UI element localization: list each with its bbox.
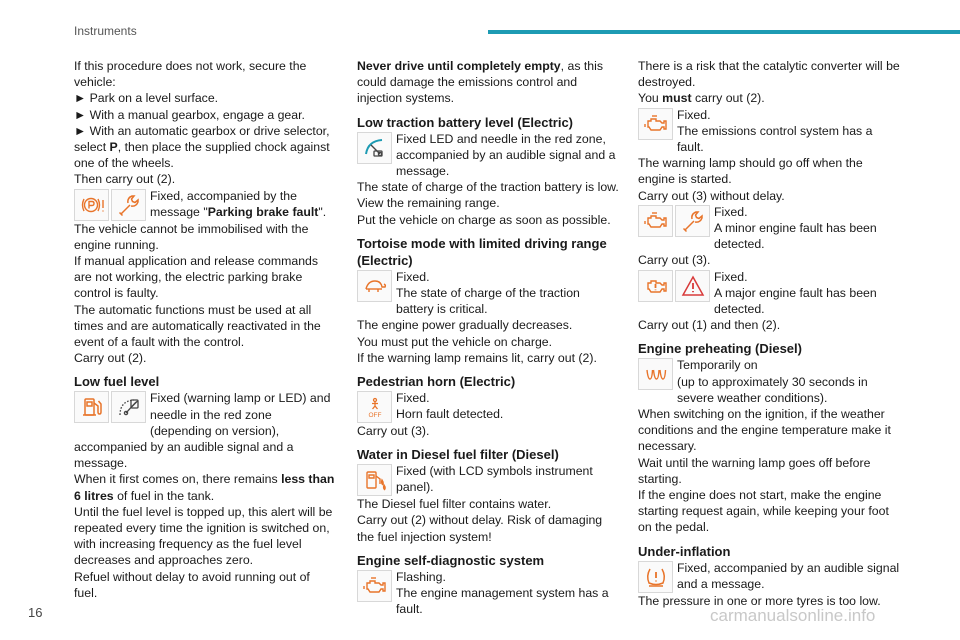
watermark: carmanualsonline.info [710, 606, 876, 625]
section-heading: Water in Diesel fuel filter (Diesel) [357, 447, 559, 463]
section-heading: Engine self-diagnostic system [357, 552, 545, 568]
paragraph: Fixed LED and needle in the red zone, accompanied by an audible signal and a message. [396, 131, 616, 179]
paragraph: The vehicle cannot be immobilised with the engine running. [74, 221, 309, 252]
paragraph: If manual application and release commands are not working, the electric parking brake control is faulty. [74, 254, 319, 301]
icon-group [638, 270, 710, 302]
major-engine-fault-block [638, 269, 900, 318]
paragraph: Until the fuel level is topped up, this alert will be repeated every time the ignition is switched on, with increasing frequency as the fuel level decreases and approaches zero. [74, 504, 333, 568]
bold-text: Never drive until completely empty [357, 59, 561, 73]
paragraph: Carry out (1) and then (2). [638, 318, 781, 333]
page-number: 16 [28, 605, 43, 620]
under-inflation-block [638, 560, 900, 593]
icon-group [357, 464, 392, 496]
text: carry out (2). [691, 91, 765, 106]
step-item: ► With a manual gearbox, engage a gear. [74, 107, 305, 122]
water-in-fuel-icon [357, 464, 392, 496]
icon-group [638, 108, 673, 140]
paragraph: Fixed. [714, 269, 748, 284]
paragraph: If the engine does not start, make the engine starting request again, while keeping your foot on the pedal. [638, 488, 889, 535]
icon-group [357, 570, 392, 602]
paragraph: Temporarily on [677, 358, 758, 373]
column-3 [638, 58, 900, 609]
section-heading: Pedestrian horn (Electric) [357, 374, 516, 390]
pedestrian-horn-block [357, 390, 619, 423]
paragraph: Fixed (with LCD symbols instrument panel). [396, 464, 593, 495]
tortoise-icon [357, 270, 392, 302]
icon-group [357, 270, 392, 302]
paragraph [357, 58, 619, 107]
engine-preheating-block [638, 357, 900, 406]
icon-group [74, 189, 146, 221]
section-heading: Low fuel level [74, 374, 160, 390]
paragraph: A minor engine fault has been detected. [714, 221, 877, 252]
battery-gauge-icon [357, 132, 392, 164]
text: Fixed, accompanied by the message " [150, 188, 297, 219]
header-accent-bar [488, 30, 960, 34]
low-fuel-block [74, 390, 336, 471]
bold-text: P [109, 140, 118, 155]
step-text: ► With an automatic gearbox or drive selector, select [74, 123, 330, 155]
paragraph: (up to approximately 30 seconds in severe weather conditions). [677, 374, 868, 405]
paragraph [74, 471, 336, 503]
paragraph: Refuel without delay to avoid running out of fuel. [74, 569, 310, 600]
section-heading: Tortoise mode with limited driving range (Electric) [357, 235, 607, 268]
icon-group [357, 132, 392, 164]
paragraph: Carry out (3) without delay. [638, 188, 785, 203]
service-wrench-icon [675, 205, 710, 237]
paragraph: Fixed, accompanied by an audible signal and a message. [677, 560, 900, 591]
paragraph: The Diesel fuel filter contains water. [357, 497, 552, 512]
paragraph: A major engine fault has been detected. [714, 285, 877, 317]
paragraph: Carry out (2). [74, 351, 147, 366]
bold-text: less than 6 litres [74, 472, 335, 503]
horn-off-icon [357, 391, 392, 423]
paragraph: The pressure in one or more tyres is too low. [638, 593, 881, 608]
text: , as this could damage the emissions control and injection systems. [357, 59, 604, 106]
paragraph: Put the vehicle on charge as soon as possible. [357, 212, 611, 227]
paragraph: The engine power gradually decreases. [357, 318, 573, 333]
water-in-fuel-block [357, 463, 619, 496]
paragraph: Then carry out (2). [74, 172, 176, 187]
step-text: , then place the supplied chock against one of the wheels. [74, 140, 330, 171]
paragraph: When switching on the ignition, if the weather conditions and the engine temperature make it necessary. [638, 407, 891, 454]
paragraph: Wait until the warning lamp goes off before starting. [638, 455, 871, 486]
paragraph: Fixed. [714, 204, 748, 219]
text: You [638, 91, 663, 106]
paragraph: Carry out (3). [638, 253, 711, 268]
parking-brake-warning-icon [74, 189, 109, 221]
column-1 [74, 58, 336, 601]
paragraph: Fixed. [396, 391, 430, 406]
icon-group [638, 205, 710, 237]
paragraph: Carry out (3). [357, 424, 430, 439]
section-heading: Low traction battery level (Electric) [357, 114, 574, 130]
tortoise-mode-block [357, 269, 619, 318]
paragraph: The warning lamp should go off when the engine is started. [638, 156, 863, 187]
horn-off-label: OFF [368, 412, 381, 420]
fuel-pump-icon [74, 391, 109, 423]
icon-group [357, 391, 392, 423]
text: ". [318, 204, 327, 219]
engine-warning-icon [638, 108, 673, 140]
paragraph: The state of charge of the traction battery is low. [357, 180, 619, 195]
traction-battery-block [357, 131, 619, 180]
paragraph: The engine management system has a fault. [396, 586, 609, 617]
fuel-gauge-needle-icon [111, 391, 146, 423]
engine-warning-icon [357, 570, 392, 602]
emissions-control-block [638, 107, 900, 156]
bold-text: must [662, 91, 692, 106]
paragraph: Fixed. [396, 269, 430, 284]
paragraph: Horn fault detected. [396, 407, 504, 422]
icon-group [74, 391, 146, 423]
paragraph: If the warning lamp remains lit, carry out (2). [357, 350, 597, 365]
glow-plug-icon [638, 358, 673, 390]
paragraph [638, 90, 900, 106]
paragraph: Flashing. [396, 569, 446, 584]
paragraph: Carry out (2) without delay. Risk of damaging the fuel injection system! [357, 513, 603, 544]
paragraph: If this procedure does not work, secure the vehicle: [74, 59, 307, 90]
text: of fuel in the tank. [113, 488, 215, 503]
paragraph: View the remaining range. [357, 196, 500, 211]
paragraph: The automatic functions must be used at all times and are automatically reactivated in the event of a fault with the control. [74, 302, 321, 350]
minor-engine-fault-block [638, 204, 900, 253]
paragraph: Fixed (warning lamp or LED) and needle in the red zone (depending on version), accompanied by an audible signal and a message. [74, 391, 331, 471]
step-item [74, 123, 336, 172]
tyre-pressure-icon [638, 561, 673, 593]
paragraph: The emissions control system has a fault. [677, 123, 873, 155]
section-heading: Under-inflation [638, 543, 731, 559]
column-2 [357, 58, 619, 617]
section-heading: Engine preheating (Diesel) [638, 341, 802, 357]
service-wrench-icon [111, 189, 146, 221]
paragraph: You must put the vehicle on charge. [357, 334, 553, 349]
icon-group [638, 358, 673, 390]
engine-warning-icon [638, 205, 673, 237]
step-item: ► Park on a level surface. [74, 91, 219, 106]
header-section-title: Instruments [74, 24, 137, 38]
text: When it first comes on, there remains [74, 472, 282, 487]
engine-fault-exclamation-icon [638, 270, 673, 302]
engine-self-diagnostic-block [357, 569, 619, 618]
parking-brake-fault-block [74, 188, 336, 221]
warning-triangle-icon [675, 270, 710, 302]
bold-text: Parking brake fault [207, 204, 319, 219]
paragraph: There is a risk that the catalytic converter will be destroyed. [638, 59, 900, 90]
paragraph: Fixed. [677, 107, 711, 122]
icon-group [638, 561, 673, 593]
paragraph: The state of charge of the traction battery is critical. [396, 286, 580, 317]
